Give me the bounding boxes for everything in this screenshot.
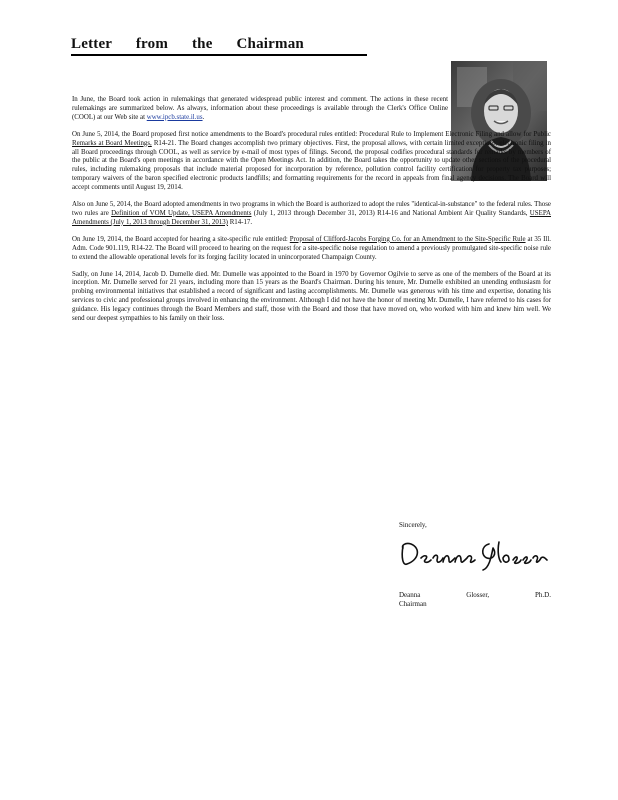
paragraph-text: at 35 Ill. Adm. Code 901.119, R14-22. The Board will proceed to hearing on the request for a site-specific noise regulation to amend a previously promulgated site-specific noise rule to extend the allowable operational levels for its forging facility located in unincorporated Champaign County. [72, 235, 551, 261]
website-link[interactable]: www.ipcb.state.il.us [146, 113, 203, 121]
paragraph-text: On June 5, 2014, the Board proposed first notice amendments to the Board's procedural rules entitled: Procedural Rule to Implement Electronic Filing and allow for Public [72, 130, 551, 138]
underlined-rule-title: USEPA Amendments (July 1, 2013 through December 31, 2013) [72, 209, 551, 226]
letter-title: Letter from the Chairman [71, 36, 304, 52]
paragraph-2 [72, 131, 551, 193]
title-underline [71, 54, 367, 56]
paragraph-text: Sadly, on June 14, 2014, Jacob D. Dumelle died. Mr. Dumelle was appointed to the Board in 1970 by Governor Ogilvie to serve as one of the members of the Board at its inception. Mr. Dumelle served for 21 years, including more than 15 years as the Board's Chairman. During his tenure, Mr. Dumelle exhibited an unending enthusiasm for probing environmental initiatives that established a record of significant and lasting accomplishments. Mr. Dumelle was generous with his time and expertise, donating his services to civic and professional groups involved in enhancing the environment. Although I did not have the honor of meeting Mr. Dumelle, I have referred to his cases for guidance. His legacy continues through the Board Members and staff, those with the Board and those that have moved on, who worked with him and knew him well. We send our deepest sympathies to his family on their loss. [72, 270, 551, 323]
paragraph-3 [72, 201, 551, 228]
paragraph-5 [72, 271, 551, 324]
paragraph-text: . [202, 113, 205, 121]
paragraph-4 [72, 236, 551, 263]
signer-block [399, 591, 551, 609]
underlined-rule-title: Definition of VOM Update, USEPA Amendments [111, 209, 252, 217]
closing-line: Sincerely, [399, 521, 427, 529]
letter-body [72, 96, 551, 332]
signer-last-name: Glosser, [466, 591, 490, 599]
paragraph-text: R14-21. The Board changes accomplish two primary objectives. First, the proposal allows, with certain limited exceptions, electronic filing in all Board proceedings through COOL, as well as service by e-mail of most types of filings. Second, the proposal codifies procedural standards for remarks by members of the public at the Board's open meetings in accordance with the Open Meetings Act. In addition, the Board takes the opportunity to update other sections of the procedural rules, including rulemaking proposals that include material proposed for incorporation by reference, pollution control facility certification for property tax purposes; temporary waivers of the baron specified electronic products landfills; and formatting requirements for the record in appeals from final agency decisions. The Board will accept comments until August 19, 2014. [72, 139, 552, 192]
handwritten-signature [397, 534, 551, 574]
underlined-rule-title: Proposal of Clifford-Jacobs Forging Co. for an Amendment to the Site-Specific Rule [289, 235, 526, 243]
paragraph-text: (July 1, 2013 through December 31, 2013) R14-16 and National Ambient Air Quality Standards, [251, 209, 530, 217]
paragraph-text: On June 19, 2014, the Board accepted for hearing a site-specific rule entitled: [72, 235, 290, 243]
signer-suffix: Ph.D. [535, 591, 551, 599]
signer-first-name: Deanna [399, 591, 421, 599]
underlined-rule-title: Remarks at Board Meetings, [72, 139, 152, 147]
signer-name-row [399, 591, 551, 600]
paragraph-text: In June, the Board took action in rulemakings that generated widespread public interest and comment. The actions in these recent rulemakings are summarized below. As always, information about these proceedings is available through the Clerk's Office Online (COOL) at our Web site at [72, 96, 448, 121]
signer-role: Chairman [399, 600, 427, 608]
paragraph-text: Also on June 5, 2014, the Board adopted amendments in two programs in which the Board is authorized to adopt the rules "identical-in-substance" to the federal rules. Those two rules are [72, 201, 551, 217]
paragraph-text: R14-17. [227, 218, 253, 226]
paragraph-1 [72, 96, 448, 123]
